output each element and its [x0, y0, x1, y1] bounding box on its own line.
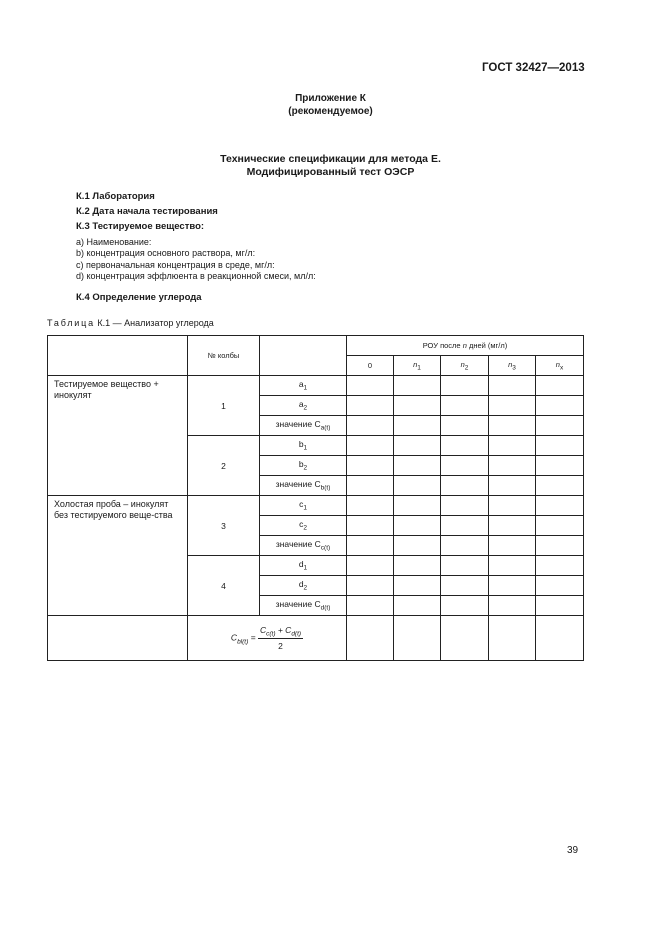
- row-value-cb: значение $C_{b(t)}$: [260, 476, 347, 496]
- day-col-nx: $n_x$: [536, 356, 584, 376]
- k3-item-a: a) Наименование:: [76, 237, 152, 247]
- table-caption-rest: К.1 — Анализатор углерода: [97, 318, 214, 328]
- section-k2: К.2 Дата начала тестирования: [76, 206, 218, 217]
- header-flask-no: № колбы: [188, 336, 260, 376]
- row-b1: $b_1$: [260, 436, 347, 456]
- k3-item-b: b) концентрация основного раствора, мг/л:: [76, 248, 256, 258]
- k3-item-c: c) первоначальная концентрация в среде, мг/л:: [76, 260, 275, 270]
- row-b2: $b_2$: [260, 456, 347, 476]
- annex-subtitle: (рекомендуемое): [288, 106, 373, 117]
- blank-mean-formula: $C_{bl(t)}$ = $\frac{C_{c(t)} + C_{d(t)}}{2}$: [188, 616, 347, 661]
- day-col-n3: $n_3$: [489, 356, 536, 376]
- row-d2: $d_2$: [260, 576, 347, 596]
- page-number: 39: [567, 845, 579, 856]
- document-code: ГОСТ 32427—2013: [482, 62, 585, 74]
- flask-3: 3: [188, 496, 260, 556]
- row-value-ca: значение $C_{a(t)}$: [260, 416, 347, 436]
- spec-title-line1: Технические спецификации для метода Е.: [220, 153, 441, 165]
- row-c2: $c_2$: [260, 516, 347, 536]
- table-caption: [47, 318, 214, 328]
- formula-empty-cell: [48, 616, 188, 661]
- k3-item-d: d) концентрация эффлюента в реакционной смеси, мл/л:: [76, 271, 316, 281]
- header-empty-cell: [48, 336, 188, 376]
- flask-2: 2: [188, 436, 260, 496]
- header-rou-n: n: [462, 341, 467, 350]
- row-a1: $a_1$: [260, 376, 347, 396]
- header-rou: [347, 336, 584, 356]
- group1-label: Тестируемое вещество + инокулят: [48, 376, 188, 496]
- flask-1: 1: [188, 376, 260, 436]
- section-k3: К.3 Тестируемое вещество:: [76, 221, 205, 232]
- row-value-cd: значение $C_{d(t)}$: [260, 596, 347, 616]
- section-k4: К.4 Определение углерода: [76, 292, 202, 303]
- carbon-analyzer-table: [47, 335, 584, 661]
- day-col-n1: $n_1$: [394, 356, 441, 376]
- day-col-n2: $n_2$: [441, 356, 489, 376]
- annex-heading: [0, 92, 661, 118]
- spec-title-line2: Модифицированный тест ОЭСР: [246, 166, 415, 178]
- annex-title: Приложение К: [295, 93, 366, 104]
- section-k1: К.1 Лаборатория: [76, 191, 155, 202]
- day-col-0: 0: [347, 356, 394, 376]
- row-a2: $a_2$: [260, 396, 347, 416]
- header-rou-text: РОУ после: [422, 341, 463, 350]
- header-empty-cell-2: [260, 336, 347, 376]
- row-value-cc: значение $C_{c(t)}$: [260, 536, 347, 556]
- group2-label: Холостая проба – инокулят без тестируемого веще-ства: [48, 496, 188, 616]
- table-caption-prefix: Таблица: [47, 318, 95, 328]
- row-c1: $c_1$: [260, 496, 347, 516]
- header-rou-rest: дней (мг/л): [466, 341, 508, 350]
- row-d1: $d_1$: [260, 556, 347, 576]
- spec-heading: [0, 153, 661, 179]
- flask-4: 4: [188, 556, 260, 616]
